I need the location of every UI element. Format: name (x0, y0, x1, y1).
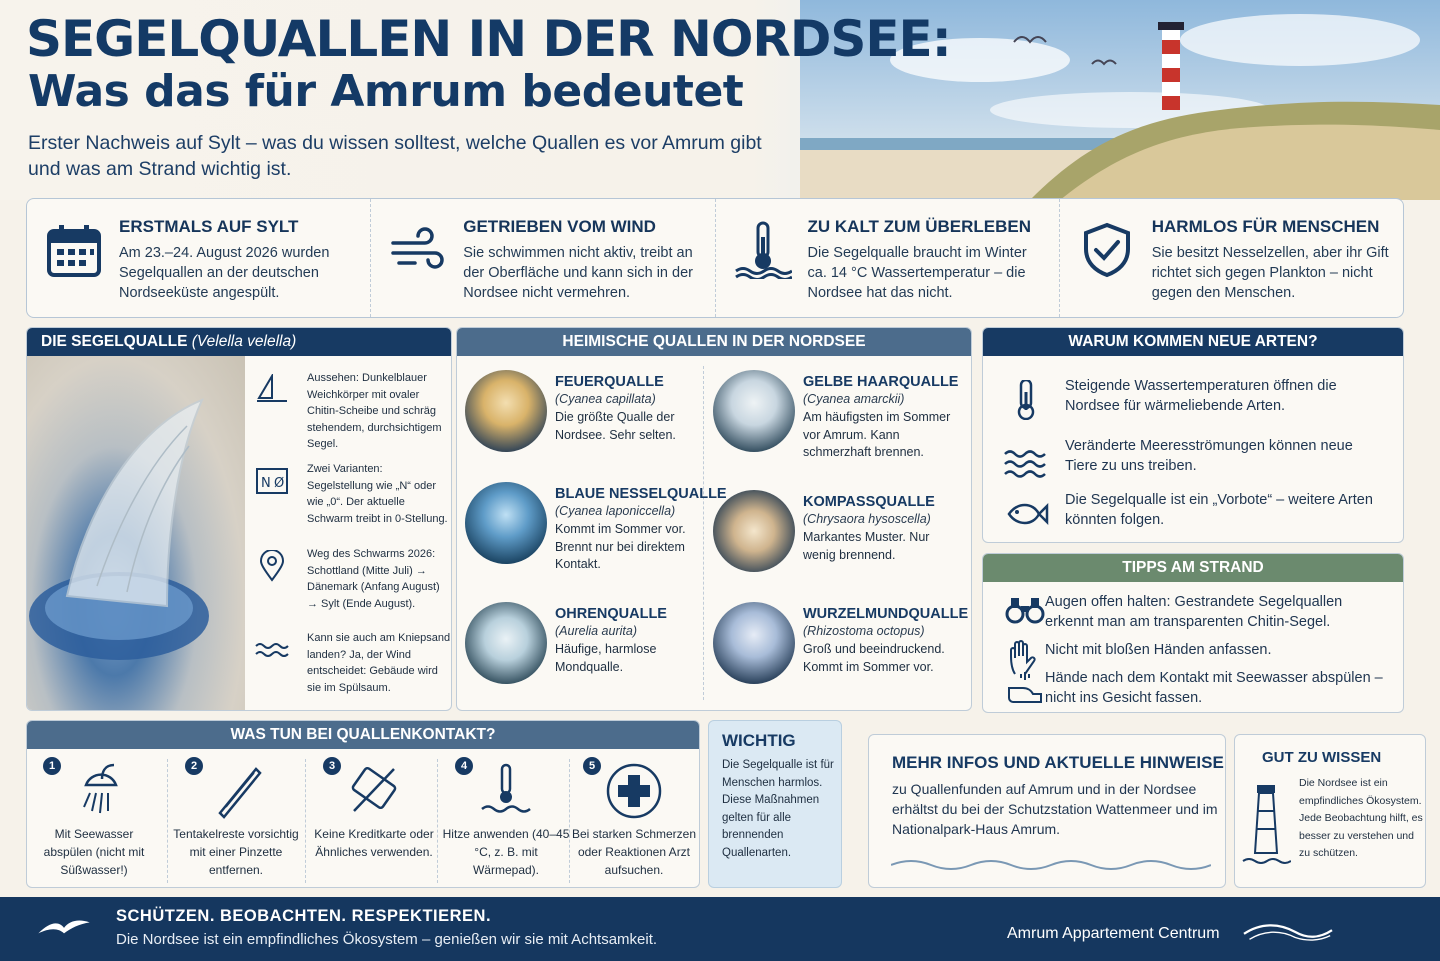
step-text: Bei starken Schmerzen oder Reaktionen Arzt aufsuchen. (571, 827, 697, 877)
jellyfish-card (705, 490, 955, 610)
segelqualle-row-text: Zwei Varianten: Segelstellung wie „N“ oder wie „0“. Der aktuelle Schwarm treibt in 0-Stellung. (307, 463, 448, 525)
segelqualle-title: DIE SEGELQUALLE (41, 333, 188, 350)
gut-zu-wissen-panel (1234, 734, 1426, 888)
jellyfish-name: OHRENQUALLE (555, 606, 667, 622)
kontakt-panel (26, 720, 700, 888)
jellyfish-latin: (Cyanea laponiccella) (555, 504, 676, 518)
jellyfish-card (457, 370, 707, 490)
map-pin-icon (255, 550, 289, 582)
intro-text: Erster Nachweis auf Sylt – was du wissen solltest, welche Quallen es vor Amrum gibt und was am Strand wichtig ist. (28, 132, 762, 180)
reason-text: Steigende Wassertemperaturen öffnen die Nordsee für wärmeliebende Arten. (1065, 378, 1337, 414)
step-number: 3 (323, 757, 341, 775)
page-title: SEGELQUALLEN IN DER NORDSEE: (26, 10, 951, 68)
footer-text: Die Nordsee ist ein empfindliches Ökosystem – genießen wir sie mit Achtsamkeit. (116, 931, 658, 948)
step-item (441, 757, 571, 887)
fact-text: Sie besitzt Nesselzellen, aber ihr Gift richtet sich gegen Plankton – nicht gegen den Menschen. (1151, 245, 1389, 301)
jellyfish-card (457, 482, 727, 602)
step-text: Hitze anwenden (40–45 °C, z. B. mit Wärmepad). (442, 827, 570, 877)
step-divider (437, 759, 438, 883)
reason-item (1003, 490, 1383, 540)
step-text: Keine Kreditkarte oder Ähnliches verwenden. (314, 827, 434, 859)
wichtig-text: Die Segelqualle ist für Menschen harmlos. Diese Maßnahmen gelten für alle brennenden Quallenarten. (722, 759, 834, 859)
jellyfish-text: Die größte Qualle der Nordsee. Sehr selten. (555, 410, 676, 442)
tip-text: Augen offen halten: Gestrandete Segelquallen erkennt man am transparenten Chitin-Segel. (1045, 594, 1343, 630)
gut-text: Die Nordsee ist ein empfindliches Ökosystem. Jede Beobachtung hilft, es besser zu verstehen und zu schützen. (1299, 777, 1423, 859)
shower-icon (64, 761, 124, 821)
reason-text: Veränderte Meeresströmungen können neue Tiere zu uns treiben. (1065, 438, 1353, 474)
fact-harmlos (1060, 199, 1403, 317)
hand-wash-icon (1005, 668, 1045, 704)
sail-icon (255, 374, 289, 406)
heimische-header: HEIMISCHE QUALLEN IN DER NORDSEE (457, 328, 971, 356)
brand-wave-logo (1240, 921, 1336, 943)
segelqualle-row (257, 370, 451, 453)
seagull-icon (36, 915, 92, 937)
thermometer-icon (734, 221, 792, 279)
step-text: Tentakelreste vorsichtig mit einer Pinzette entfernen. (173, 827, 299, 877)
fact-text: Sie schwimmen nicht aktiv, treibt an der Oberfläche und kann sich in der Nordsee nicht vermehren. (463, 245, 693, 301)
svg-text:Ø: Ø (274, 476, 285, 491)
warum-header: WARUM KOMMEN NEUE ARTEN? (983, 328, 1403, 356)
jellyfish-image (465, 602, 547, 684)
waves-icon (255, 634, 289, 666)
segelqualle-row-text: Aussehen: Dunkelblauer Weichkörper mit ovaler Chitin-Scheibe und schräg stehendem, durchsichtigem Segel. (307, 372, 442, 450)
wave-decoration (891, 855, 1211, 875)
thermometer-icon (1003, 380, 1049, 420)
jellyfish-card (705, 602, 969, 711)
jellyfish-image (465, 370, 547, 452)
step-number: 4 (455, 757, 473, 775)
jellyfish-text: Groß und beeindruckend. Kommt im Sommer vor. (803, 642, 945, 674)
heimische-quallen-panel (456, 327, 972, 711)
segelqualle-photo (27, 356, 245, 711)
fact-title: GETRIEBEN VOM WIND (463, 217, 656, 236)
fact-erstmals (27, 199, 371, 317)
jellyfish-image (713, 490, 795, 572)
tweezers-icon (206, 761, 266, 821)
jellyfish-latin: (Aurelia aurita) (555, 624, 637, 638)
lighthouse-icon (1241, 781, 1291, 871)
footer-brand: Amrum Appartement Centrum (1007, 925, 1220, 942)
wichtig-title: WICHTIG (722, 731, 796, 750)
svg-text:N: N (261, 476, 271, 491)
heat-icon (476, 761, 536, 821)
step-item (171, 757, 301, 887)
jellyfish-name: KOMPASSQUALLE (803, 494, 935, 510)
step-item (569, 757, 699, 887)
segelqualle-header (27, 328, 451, 356)
mehr-text: zu Quallenfunden auf Amrum und in der Nordsee erhältst du bei der Schutzstation Wattenmeer und im Nationalpark-Haus Amrum. (892, 781, 1218, 837)
fact-kalt (716, 199, 1060, 317)
medical-cross-icon (604, 761, 664, 821)
step-number: 2 (185, 757, 203, 775)
fact-wind (371, 199, 715, 317)
page-subtitle-title: Was das für Amrum bedeutet (28, 66, 744, 117)
tipps-header: TIPPS AM STRAND (983, 554, 1403, 582)
calendar-icon (45, 221, 103, 279)
segelqualle-row (257, 546, 451, 612)
jellyfish-latin: (Cyanea amarckii) (803, 392, 905, 406)
reason-text: Die Segelqualle ist ein „Vorbote“ – weitere Arten könnten folgen. (1065, 492, 1373, 528)
segelqualle-row-text: Kann sie auch am Kniepsand landen? Ja, der Wind entscheidet: Gebäude wird sie im Spülsaum. (307, 632, 451, 694)
footer-headline: SCHÜTZEN. BEOBACHTEN. RESPEKTIEREN. (116, 907, 492, 925)
fact-title: ZU KALT ZUM ÜBERLEBEN (807, 217, 1031, 236)
kontakt-header: WAS TUN BEI QUALLENKONTAKT? (27, 721, 699, 749)
jellyfish-name: WURZELMUNDQUALLE (803, 606, 969, 622)
step-number: 5 (583, 757, 601, 775)
wichtig-panel (708, 720, 842, 888)
jellyfish-card (457, 602, 707, 711)
fact-title: ERSTMALS AUF SYLT (119, 217, 299, 236)
jellyfish-text: Kommt im Sommer vor. Brennt nur bei direktem Kontakt. (555, 522, 686, 571)
fact-text: Die Segelqualle braucht im Winter ca. 14 °C Wassertemperatur – die Nordsee hat das nicht. (807, 245, 1027, 301)
fact-text: Am 23.–24. August 2026 wurden Segelquallen an der deutschen Nordseeküste angespült. (119, 245, 330, 301)
segelqualle-row-text: Weg des Schwarms 2026: Schottland (Mitte Juli) → Dänemark (Anfang August) → Sylt (Ende August). (307, 548, 440, 610)
jellyfish-image (465, 482, 547, 564)
jellyfish-text: Häufige, harmlose Mondqualle. (555, 642, 657, 674)
tip-text: Nicht mit bloßen Händen anfassen. (1045, 642, 1272, 658)
current-icon (1003, 440, 1049, 480)
mehr-infos-panel (868, 734, 1226, 888)
segelqualle-panel (26, 327, 452, 711)
jellyfish-image (713, 370, 795, 452)
facts-panel (26, 198, 1404, 318)
tip-text: Hände nach dem Kontakt mit Seewasser abspülen – nicht ins Gesicht fassen. (1045, 670, 1383, 706)
no-card-icon (344, 761, 404, 821)
warum-panel (982, 327, 1404, 543)
compass-ns-icon (255, 465, 289, 497)
step-number: 1 (43, 757, 61, 775)
jellyfish-latin: (Cyanea capillata) (555, 392, 656, 406)
jellyfish-latin: (Rhizostoma octopus) (803, 624, 925, 638)
jellyfish-card (705, 370, 959, 490)
jellyfish-image (713, 602, 795, 684)
step-item (309, 757, 439, 887)
reason-item (1003, 376, 1383, 426)
mehr-title: MEHR INFOS UND AKTUELLE HINWEISE (892, 753, 1224, 772)
gut-title: GUT ZU WISSEN (1262, 749, 1382, 766)
segelqualle-row (257, 630, 451, 696)
step-item (29, 757, 159, 887)
step-divider (305, 759, 306, 883)
jellyfish-text: Am häufigsten im Sommer vor Amrum. Kann schmerzhaft brennen. (803, 410, 951, 459)
jellyfish-text: Markantes Muster. Nur wenig brennend. (803, 530, 930, 562)
step-text: Mit Seewasser abspülen (nicht mit Süßwasser!) (43, 827, 145, 877)
reason-item (1003, 436, 1383, 486)
segelqualle-latin: (Velella velella) (191, 333, 297, 350)
segelqualle-row (257, 461, 451, 527)
jellyfish-name: BLAUE NESSELQUALLE (555, 486, 727, 502)
jellyfish-name: FEUERQUALLE (555, 374, 664, 390)
wind-icon (389, 221, 447, 279)
fish-icon (1003, 494, 1049, 534)
fact-title: HARMLOS FÜR MENSCHEN (1151, 217, 1380, 236)
tipps-panel (982, 553, 1404, 713)
footer (0, 897, 1440, 961)
jellyfish-name: GELBE HAARQUALLE (803, 374, 959, 390)
shield-check-icon (1078, 221, 1136, 279)
step-divider (167, 759, 168, 883)
jellyfish-latin: (Chrysaora hysoscella) (803, 512, 931, 526)
binoculars-icon (1005, 592, 1045, 628)
